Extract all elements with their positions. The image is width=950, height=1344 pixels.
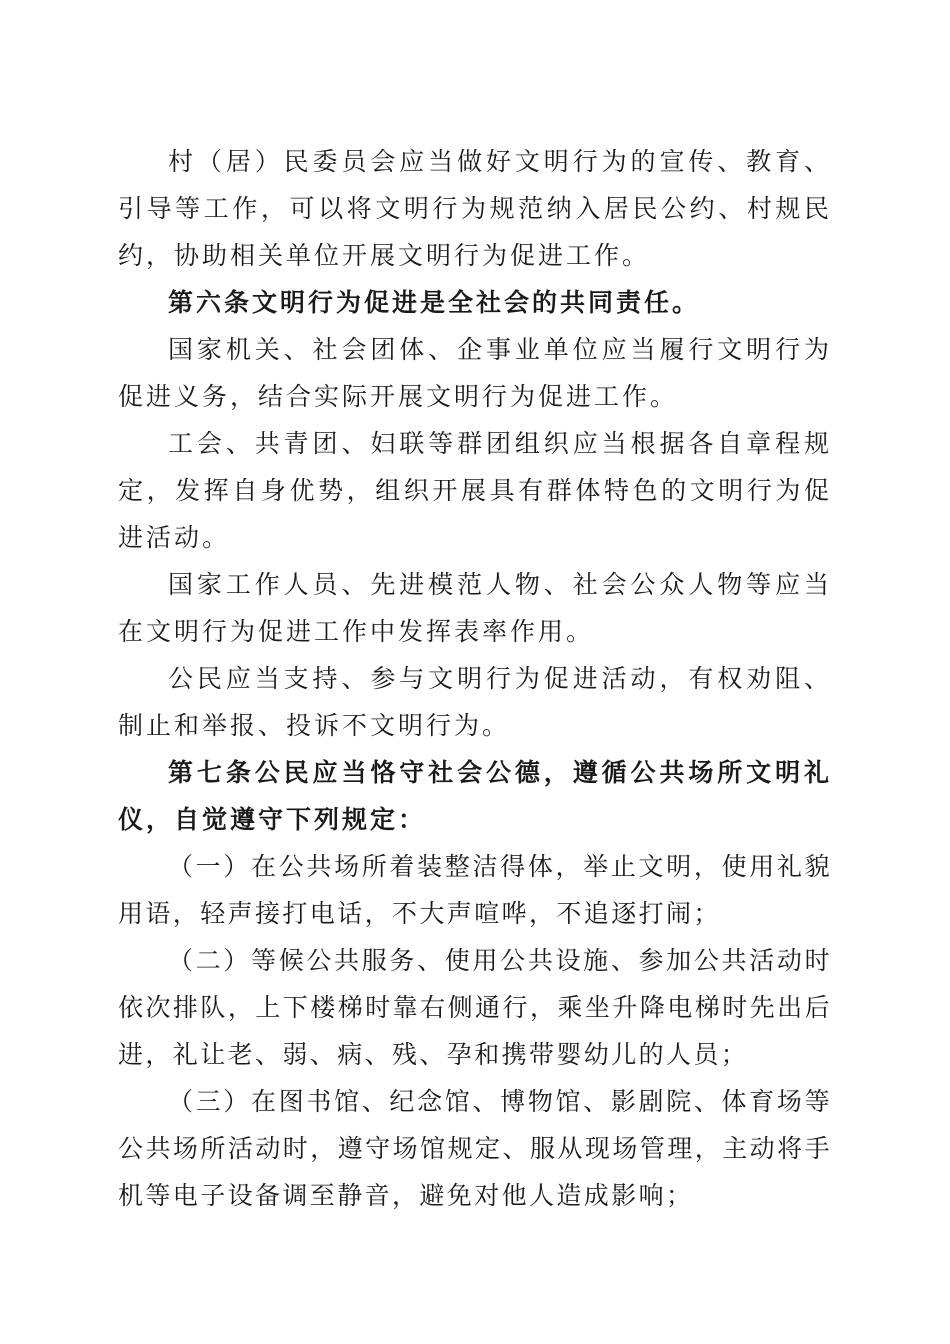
paragraph-citizens-support: 公民应当支持、参与文明行为促进活动，有权劝阻、制止和举报、投诉不文明行为。: [118, 664, 832, 740]
paragraph-mass-organizations: 工会、共青团、妇联等群团组织应当根据各自章程规定，发挥自身优势，组织开展具有群体特色的文明行为促进活动。: [118, 429, 832, 552]
paragraph-state-organs: 国家机关、社会团体、企事业单位应当履行文明行为促进义务，结合实际开展文明行为促进工作。: [118, 335, 832, 411]
document-page: [118, 138, 832, 1219]
list-item-2: （二）等候公共服务、使用公共设施、参加公共活动时依次排队，上下楼梯时靠右侧通行，乘坐升降电梯时先出后进，礼让老、弱、病、残、孕和携带婴幼儿的人员；: [118, 946, 832, 1069]
paragraph-public-figures: 国家工作人员、先进模范人物、社会公众人物等应当在文明行为促进工作中发挥表率作用。: [118, 570, 832, 646]
article-6-heading: 第六条文明行为促进是全社会的共同责任。: [168, 288, 701, 317]
list-item-3: （三）在图书馆、纪念馆、博物馆、影剧院、体育场等公共场所活动时，遵守场馆规定、服从现场管理，主动将手机等电子设备调至静音，避免对他人造成影响；: [118, 1087, 832, 1210]
paragraph-village-committee: 村（居）民委员会应当做好文明行为的宣传、教育、引导等工作，可以将文明行为规范纳入居民公约、村规民约，协助相关单位开展文明行为促进工作。: [118, 147, 832, 270]
article-7-heading: 第七条公民应当恪守社会公德，遵循公共场所文明礼仪，自觉遵守下列规定：: [118, 758, 832, 834]
list-item-1: （一）在公共场所着装整洁得体，举止文明，使用礼貌用语，轻声接打电话，不大声喧哗，不追逐打闹；: [118, 852, 832, 928]
